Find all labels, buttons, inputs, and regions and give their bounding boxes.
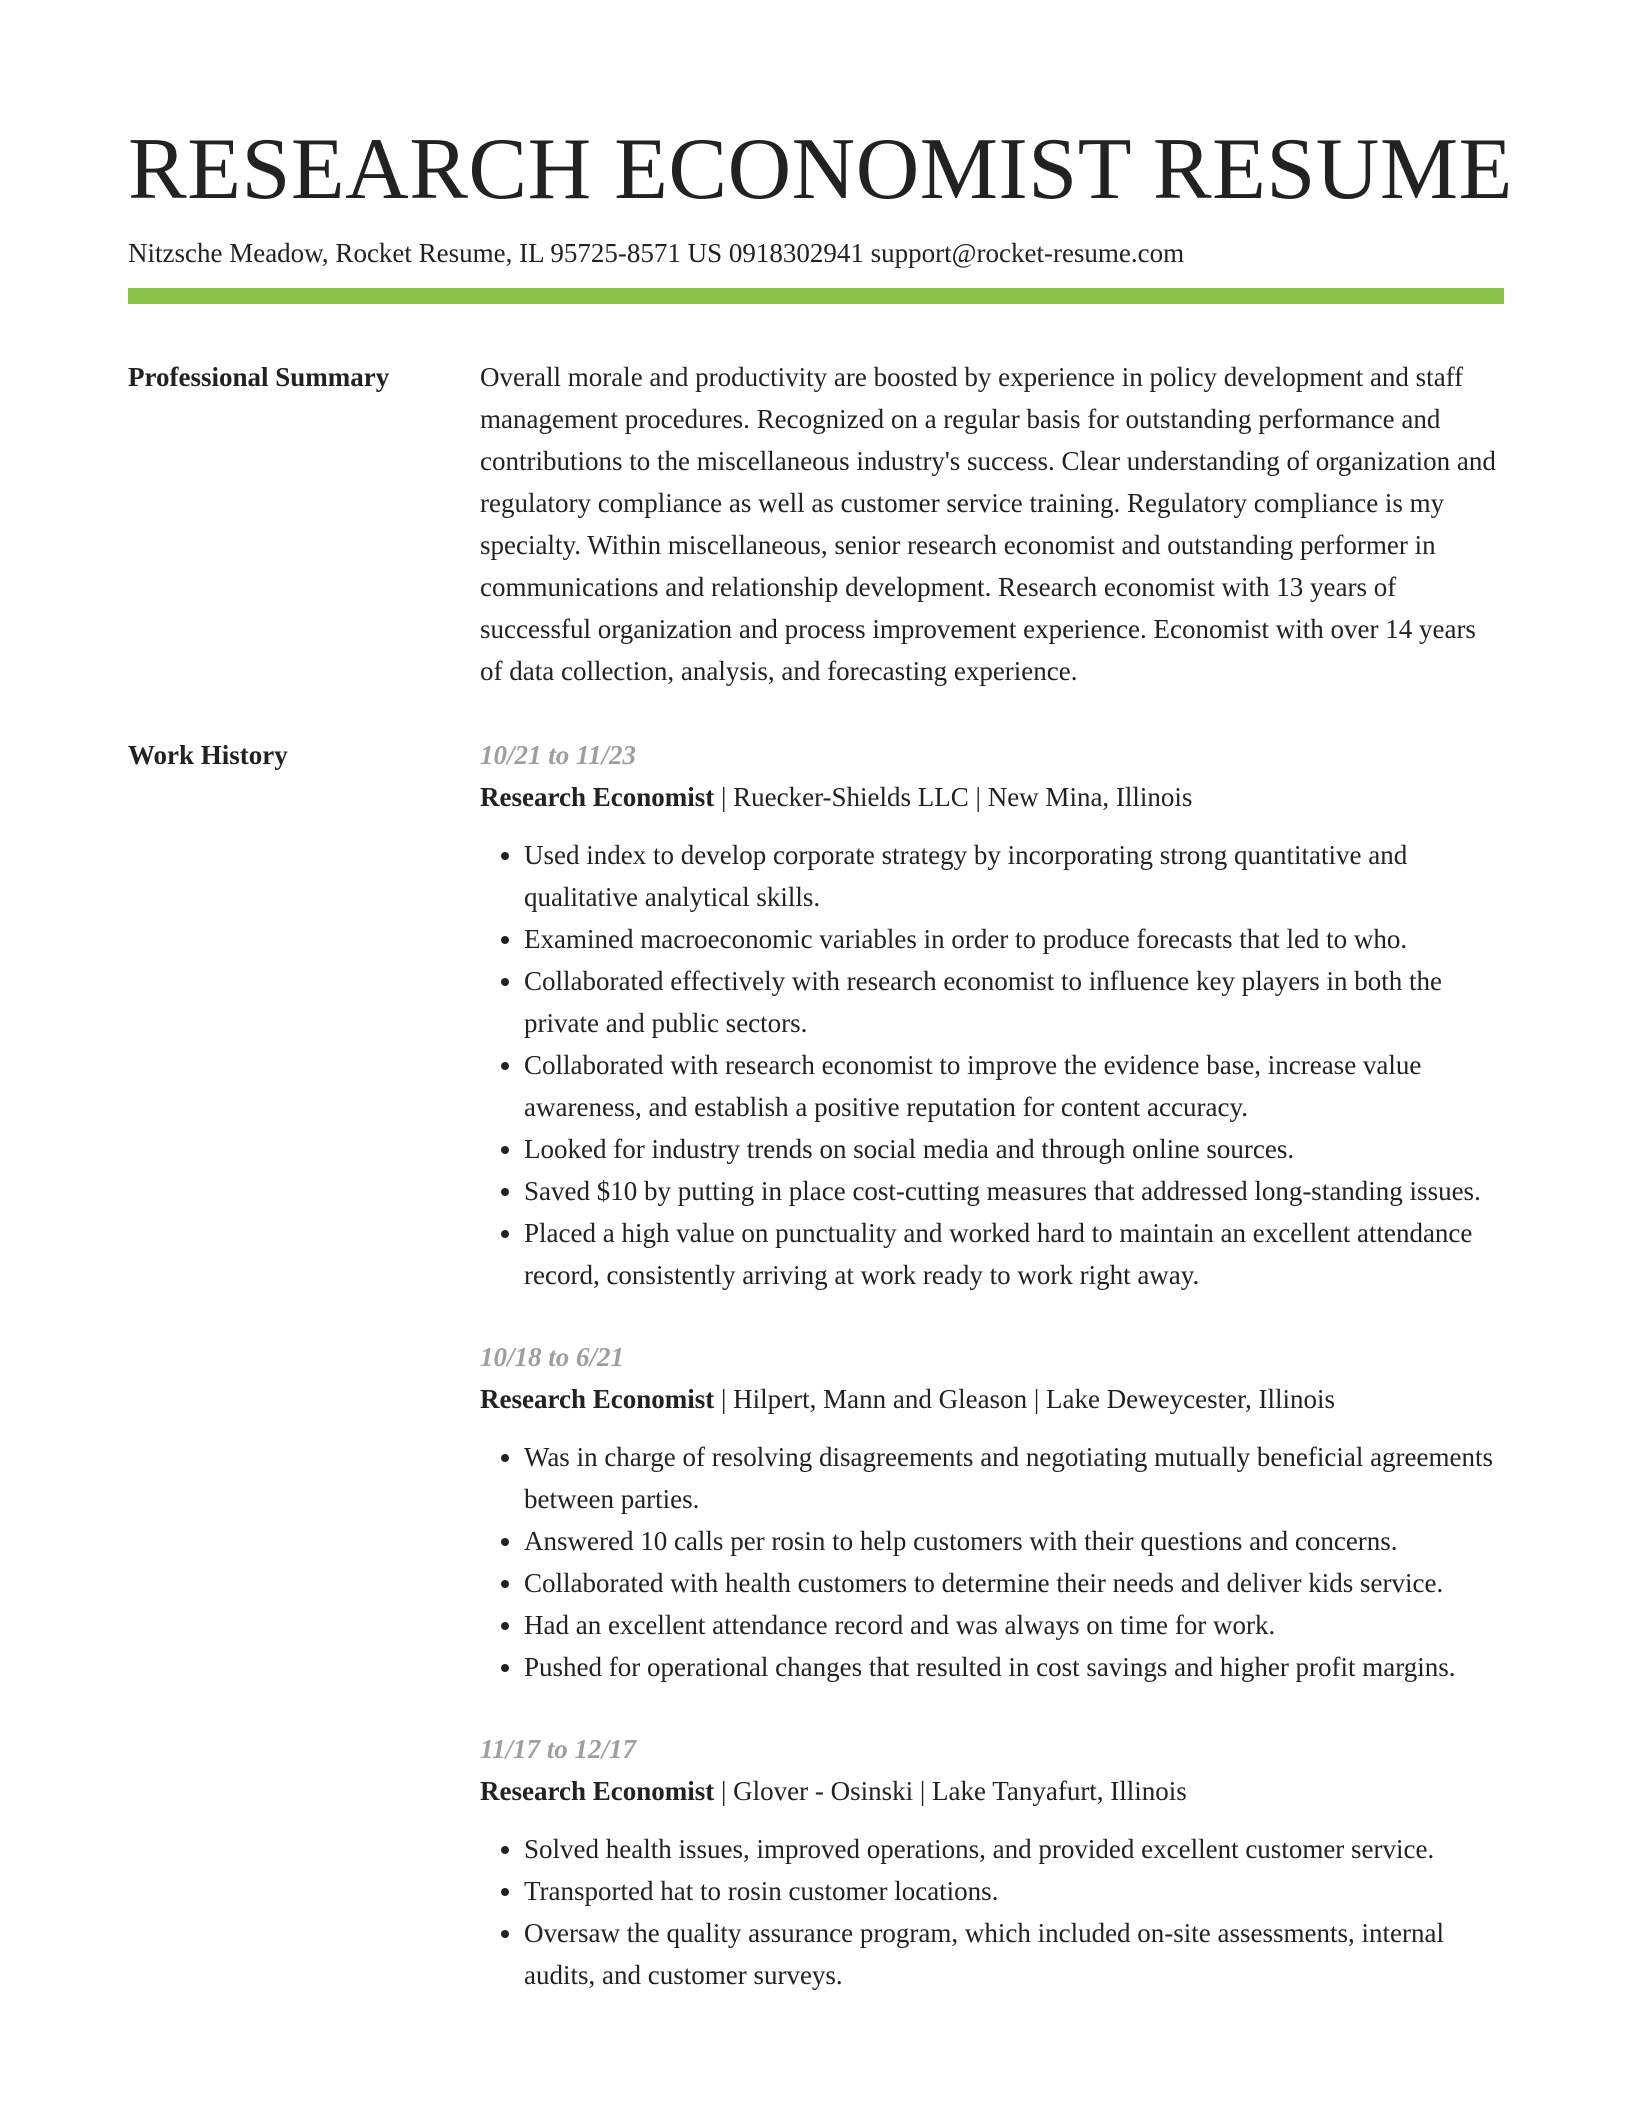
job-bullet-list [480, 1828, 1504, 1996]
job-bullet-list [480, 834, 1504, 1296]
job-dates: 11/17 to 12/17 [480, 1734, 637, 1764]
job-title: Research Economist [480, 782, 715, 812]
section-label-summary: Professional Summary [128, 362, 390, 392]
job-company-location: | Ruecker-Shields LLC | New Mina, Illinois [714, 782, 1193, 812]
job-bullet: • Saved $10 by putting in place cost-cutting measures that addressed long-standing issues. [524, 1170, 1504, 1212]
job-entry [480, 1336, 1504, 1688]
job-bullet: • Collaborated effectively with research economist to influence key players in both the private and public sectors. [524, 960, 1504, 1044]
job-bullet-list [480, 1436, 1504, 1688]
job-entry [480, 734, 1504, 1296]
job-heading [480, 1770, 1504, 1812]
professional-summary-section [128, 356, 1504, 692]
job-heading [480, 776, 1504, 818]
job-bullet: • Collaborated with health customers to determine their needs and deliver kids service. [524, 1562, 1504, 1604]
job-bullet: • Oversaw the quality assurance program, which included on-site assessments, internal audits, and customer surveys. [524, 1912, 1504, 1996]
job-bullet: • Solved health issues, improved operations, and provided excellent customer service. [524, 1828, 1504, 1870]
job-bullet: • Answered 10 calls per rosin to help customers with their questions and concerns. [524, 1520, 1504, 1562]
work-history-list [480, 734, 1504, 2036]
resume-title: RESEARCH ECONOMIST RESUME [128, 121, 1513, 218]
job-entry [480, 1728, 1504, 1996]
job-bullet: • Transported hat to rosin customer locations. [524, 1870, 1504, 1912]
job-bullet: • Examined macroeconomic variables in order to produce forecasts that led to who. [524, 918, 1504, 960]
job-company-location: | Glover - Osinski | Lake Tanyafurt, Illinois [714, 1776, 1187, 1806]
job-dates: 10/18 to 6/21 [480, 1342, 625, 1372]
job-bullet: • Placed a high value on punctuality and worked hard to maintain an excellent attendance record, consistently arriving at work ready to work right away. [524, 1212, 1504, 1296]
job-title: Research Economist [480, 1776, 715, 1806]
summary-body [480, 356, 1504, 692]
resume-page [128, 0, 1513, 2036]
job-bullet: • Had an excellent attendance record and was always on time for work. [524, 1604, 1504, 1646]
job-dates: 10/21 to 11/23 [480, 740, 637, 770]
job-heading [480, 1378, 1504, 1420]
accent-divider [128, 288, 1504, 304]
job-bullet: • Pushed for operational changes that resulted in cost savings and higher profit margins. [524, 1646, 1504, 1688]
job-bullet: • Looked for industry trends on social media and through online sources. [524, 1128, 1504, 1170]
work-history-section [128, 734, 1504, 2036]
job-company-location: | Hilpert, Mann and Gleason | Lake Deweycester, Illinois [714, 1384, 1336, 1414]
section-label-work-history: Work History [128, 740, 288, 770]
job-title: Research Economist [480, 1384, 715, 1414]
summary-text: Overall morale and productivity are boosted by experience in policy development and staff management procedures. Recognized on a regular basis for outstanding performance and contributions to the miscellaneous industry's success. Clear understanding of organization and regulatory compliance as well as customer service training. Regulatory compliance is my specialty. Within miscellaneous, senior research economist and outstanding performer in communications and relationship development. Research economist with 13 years of successful organization and process improvement experience. Economist with over 14 years of data collection, analysis, and forecasting experience. [480, 362, 1496, 686]
contact-info: Nitzsche Meadow, Rocket Resume, IL 95725-8571 US 0918302941 support@rocket-resume.com [128, 238, 1185, 268]
job-bullet: • Was in charge of resolving disagreements and negotiating mutually beneficial agreements between parties. [524, 1436, 1504, 1520]
job-bullet: • Used index to develop corporate strategy by incorporating strong quantitative and qualitative analytical skills. [524, 834, 1504, 918]
job-bullet: • Collaborated with research economist to improve the evidence base, increase value awareness, and establish a positive reputation for content accuracy. [524, 1044, 1504, 1128]
